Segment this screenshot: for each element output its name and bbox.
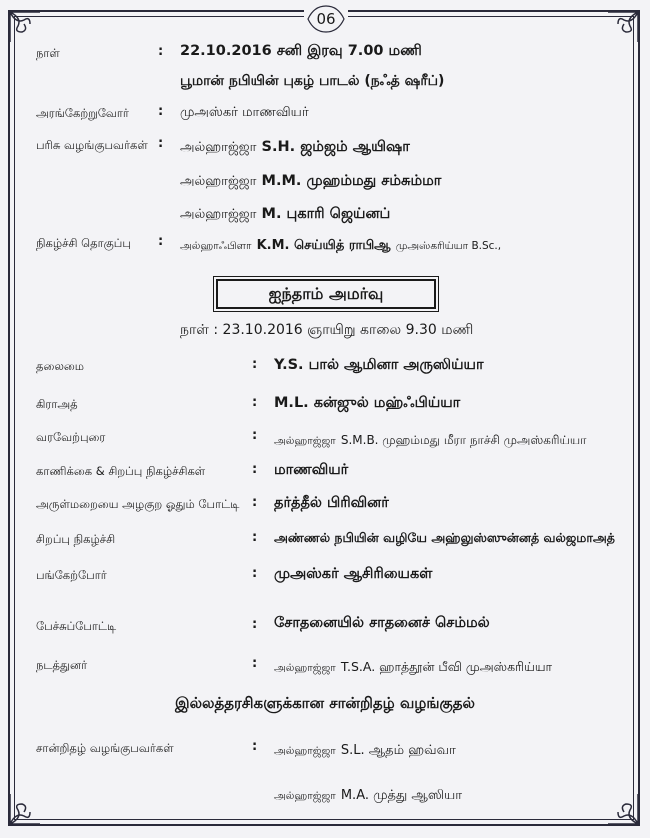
row-value: முஅஸ்கர் ஆசிரியைகள் [274,566,433,582]
colon: : [252,566,258,581]
corner-ornament-icon [8,792,42,826]
colon: : [252,428,258,443]
row-label: வரவேற்புரை [36,430,106,444]
row-value: அல்ஹாஜ்ஜா S.M.B. முஹம்மது மீரா நாச்சி முஅஸ்கரிய்யா [274,433,587,447]
corner-ornament-icon [8,10,42,44]
row-value: முஅஸ்கர் மாணவியர் [180,105,309,120]
row-label: கிராஅத் [36,397,78,411]
session-date-line: நாள் : 23.10.2016 ஞாயிறு காலை 9.30 மணி [180,322,474,338]
row-label: பரிசு வழங்குபவர்கள் [36,138,148,152]
date-label: நாள் [36,46,60,60]
awardee-2: அல்ஹாஜ்ஜா M.M. முஹம்மது சம்சும்மா [180,173,442,189]
row-label: தலைமை [36,359,85,373]
compere: அல்ஹாஃபிளா K.M. செய்யித் ராபிஆ முஅஸ்கரிய்யா B.Sc., [180,238,502,253]
colon: : [252,739,258,754]
row-value: அண்ணல் நபியின் வழியே அஹ்லுஸ்ஸுன்னத் வல்ஜமாஅத் [274,530,615,545]
colon: : [252,462,258,477]
page-number: 06 [304,4,348,34]
row-label: சான்றிதழ் வழங்குபவர்கள் [36,741,174,755]
row-label: நடத்துனர் [36,658,88,672]
colon: : [158,234,164,249]
row-value: சோதனையில் சாதனைச் செம்மல் [274,615,490,631]
row-value: அல்ஹாஜ்ஜா T.S.A. ஹாத்தூன் பீவி முஅஸ்கரிய்யா [274,659,553,674]
row-value: Y.S. பால் ஆமினா அருஸிய்யா [274,357,484,373]
row-label: நிகழ்ச்சி தொகுப்பு [36,236,131,250]
colon: : [252,495,258,510]
awardee-1: அல்ஹாஜ்ஜா S.H. ஜம்ஜம் ஆயிஷா [180,139,410,155]
date-value: 22.10.2016 சனி இரவு 7.00 மணி [180,43,422,59]
colon: : [158,136,164,151]
row-value: மாணவியர் [274,462,349,478]
award-presenter-2: அல்ஹாஜ்ஜா M.A. முத்து ஆஸியா [274,788,463,803]
row-value: தர்த்தீல் பிரிவினர் [274,495,389,511]
award-presenter-1: அல்ஹாஜ்ஜா S.L. ஆதம் ஹவ்வா [274,743,456,758]
award-heading: இல்லத்தரசிகளுக்கான சான்றிதழ் வழங்குதல் [175,694,475,712]
colon: : [252,357,258,372]
corner-ornament-icon [606,792,640,826]
colon: : [158,44,164,59]
row-label: பேச்சுப்போட்டி [36,619,117,633]
colon: : [158,104,164,119]
colon: : [252,530,258,545]
row-label: பங்கேற்போர் [36,568,107,582]
awardee-3: அல்ஹாஜ்ஜா M. புகாரி ஜெய்னப் [180,206,391,222]
colon: : [252,395,258,410]
row-label: காணிக்கை & சிறப்பு நிகழ்ச்சிகள் [36,464,206,478]
row-label: அரங்கேற்றுவோர் [36,106,129,120]
row-label: சிறப்பு நிகழ்ச்சி [36,532,116,546]
colon: : [252,656,258,671]
row-value: M.L. கன்ஜுல் மஹ்ஃபிய்யா [274,395,461,411]
program-title: பூமான் நபியின் புகழ் பாடல் (நஃத் ஷரீப்) [180,73,445,89]
colon: : [252,617,258,632]
corner-ornament-icon [606,10,640,44]
row-label: அருள்மறையை அழகுற ஓதும் போட்டி [36,497,240,511]
session-heading: ஐந்தாம் அமர்வு [216,279,436,309]
